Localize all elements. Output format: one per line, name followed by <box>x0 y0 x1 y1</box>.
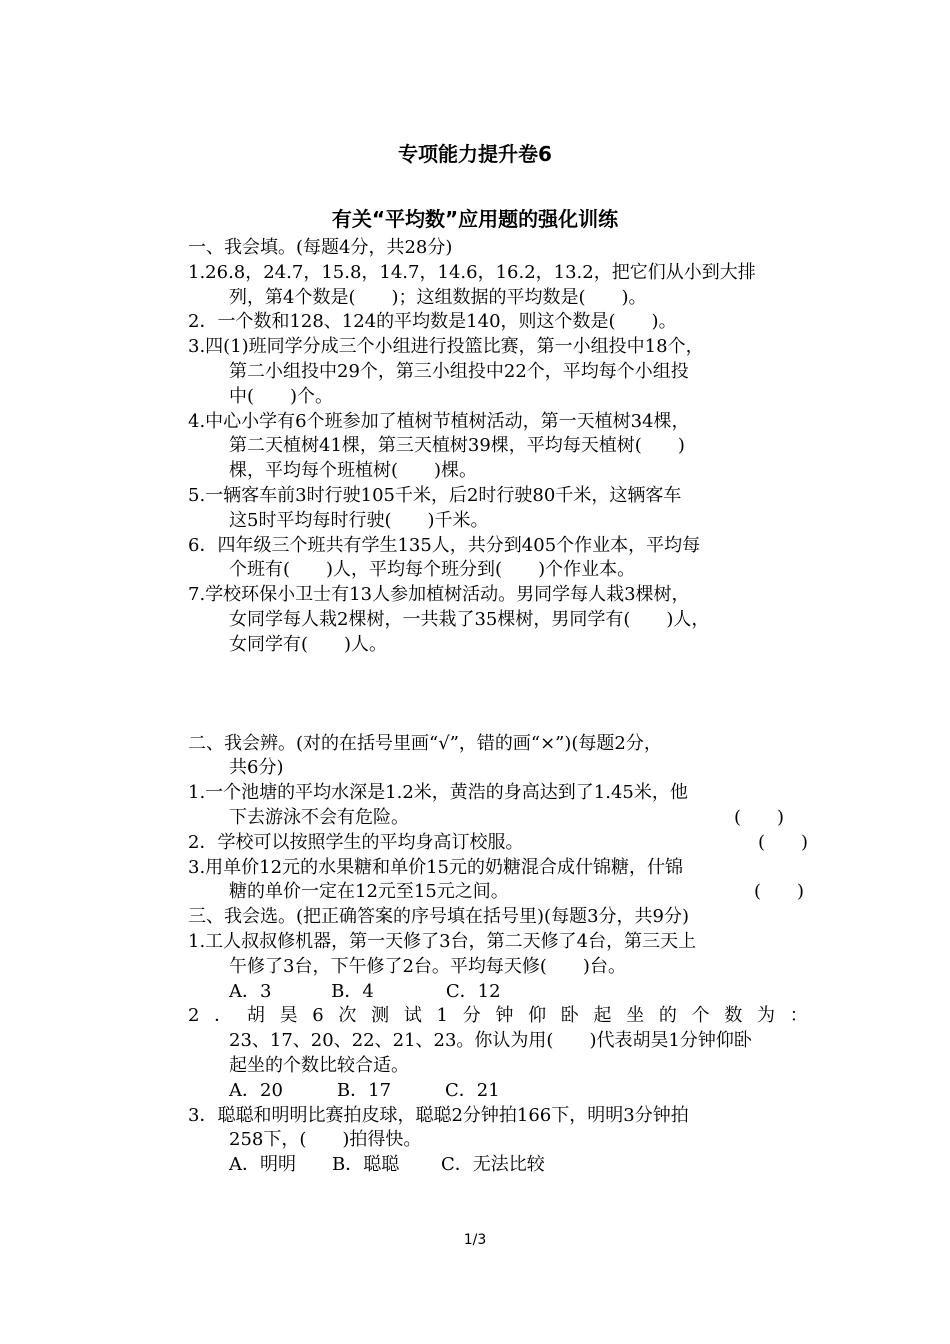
s2-q1-answer-bracket: ( ) <box>733 806 784 828</box>
s1-q5-line1: 5.一辆客车前3时行驶105千米，后2时行驶80千米，这辆客车 <box>188 484 682 506</box>
s3-q2-char: 仰 <box>528 1005 547 1027</box>
s3-q3-line1: 3．聪聪和明明比赛拍皮球，聪聪2分钟拍166下，明明3分钟拍 <box>188 1104 689 1126</box>
s3-q2-char: 6 <box>312 1005 324 1027</box>
s3-q2-char: 数 <box>724 1005 743 1027</box>
s2-q1-text: 下去游泳不会有危险。 <box>229 806 409 828</box>
s1-q7-line3: 女同学有( )人。 <box>229 633 388 655</box>
s2-q2-line <box>188 831 808 856</box>
s1-q3-line3: 中( )个。 <box>229 385 334 407</box>
s1-q5-line2: 这5时平均每时行驶( )千米。 <box>229 509 489 531</box>
s3-q2-char: 为 <box>757 1005 776 1027</box>
s2-q2-text: 2．学校可以按照学生的平均身高订校服。 <box>188 831 524 853</box>
s3-q2-char: 坐 <box>626 1005 645 1027</box>
s3-q2-char: 1 <box>436 1005 448 1027</box>
s3-q2-char: 次 <box>338 1005 357 1027</box>
s3-q1-line1: 1.工人叔叔修机器，第一天修了3台，第二天修了4台，第三天上 <box>188 930 697 952</box>
s3-q2-char: 测 <box>371 1005 390 1027</box>
s3-q2-line1 <box>188 1004 808 1029</box>
s3-q3-options: A．明明 B．聪聪 C．无法比较 <box>229 1154 545 1176</box>
s1-q7-line1: 7.学校环保小卫士有13人参加植树活动。男同学每人栽3棵树， <box>188 584 690 606</box>
s2-q3-line2 <box>188 880 808 905</box>
s1-q6-line2: 个班有( )人，平均每个班分到( )个作业本。 <box>229 559 636 581</box>
s1-q3-line2: 第二小组投中29个，第三小组投中22个，平均每个小组投 <box>229 360 689 382</box>
s3-q1-line2: 午修了3台，下午修了2台。平均每天修( )台。 <box>229 955 626 977</box>
s1-q4-line1: 4.中心小学有6个班参加了植树节植树活动，第一天植树34棵， <box>188 410 690 432</box>
s1-q1-line2: 列，第4个数是( )；这组数据的平均数是( )。 <box>229 286 647 308</box>
section-spacer <box>188 658 808 732</box>
section2-heading-line2: 共6分) <box>229 757 284 779</box>
s3-q1-options: A．3 B．4 C．12 <box>229 980 501 1002</box>
s1-q6-line1: 6．四年级三个班共有学生135人，共分到405个作业本，平均每 <box>188 534 701 556</box>
s2-q3-answer-bracket: ( ) <box>753 881 804 903</box>
section1-heading: 一、我会填。(每题4分，共28分) <box>188 237 453 258</box>
s3-q2-char: 胡 <box>246 1005 265 1027</box>
s3-q2-char: 卧 <box>560 1005 579 1027</box>
s3-q2-line2: 23、17、20、22、21、23。你认为用( )代表胡昊1分钟仰卧 <box>229 1030 752 1052</box>
s1-q2-line1: 2．一个数和128、124的平均数是140，则这个数是( )。 <box>188 311 677 333</box>
s3-q3-line2: 258下，( )拍得快。 <box>229 1129 422 1151</box>
page-subtitle: 有关“平均数”应用题的强化训练 <box>331 207 619 231</box>
section2-heading-line1: 二、我会辨。(对的在括号里画“√”，错的画“×”)(每题2分， <box>188 732 662 754</box>
s1-q3-line1: 3.四(1)班同学分成三个小组进行投篮比赛，第一小组投中18个， <box>188 336 704 358</box>
section3-heading: 三、我会选。(把正确答案的序号填在括号里)(每题3分，共9分) <box>188 906 689 928</box>
s2-q2-answer-bracket: ( ) <box>757 831 808 853</box>
s3-q2-char: 分 <box>462 1005 481 1027</box>
s2-q1-line1: 1.一个池塘的平均水深是1.2米，黄浩的身高达到了1.45米，他 <box>188 782 688 804</box>
s2-q1-line2 <box>188 806 808 831</box>
s1-q1-line1: 1.26.8，24.7，15.8，14.7，14.6，16.2，13.2，把它们从小到大排 <box>188 261 756 283</box>
s3-q2-char: 昊 <box>279 1005 298 1027</box>
s1-q4-line2: 第二天植树41棵，第三天植树39棵，平均每天植树( ) <box>229 435 685 457</box>
s3-q2-char: 试 <box>403 1005 422 1027</box>
s2-q3-line1: 3.用单价12元的水果糖和单价15元的奶糖混合成什锦糖，什锦 <box>188 856 683 878</box>
s1-q4-line3: 棵，平均每个班植树( )棵。 <box>229 460 478 482</box>
s3-q2-char: 起 <box>593 1005 612 1027</box>
s3-q2-char: 钟 <box>495 1005 514 1027</box>
s3-q2-char: 个 <box>691 1005 710 1027</box>
page-title: 专项能力提升卷6 <box>398 142 552 166</box>
s3-q2-line3: 起坐的个数比较合适。 <box>229 1054 409 1076</box>
s3-q2-char: ． <box>214 1005 233 1027</box>
s2-q3-text: 糖的单价一定在12元至15元之间。 <box>229 881 509 903</box>
s3-q2-options: A．20 B．17 C．21 <box>229 1079 500 1101</box>
page-number: 1/3 <box>463 1232 487 1248</box>
worksheet-body <box>188 236 808 1178</box>
s3-q2-char: 2 <box>188 1005 200 1027</box>
s3-q2-char: ： <box>789 1005 808 1027</box>
s3-q2-char: 的 <box>658 1005 677 1027</box>
s1-q7-line2: 女同学每人栽2棵树，一共栽了35棵树，男同学有( )人， <box>229 608 710 630</box>
